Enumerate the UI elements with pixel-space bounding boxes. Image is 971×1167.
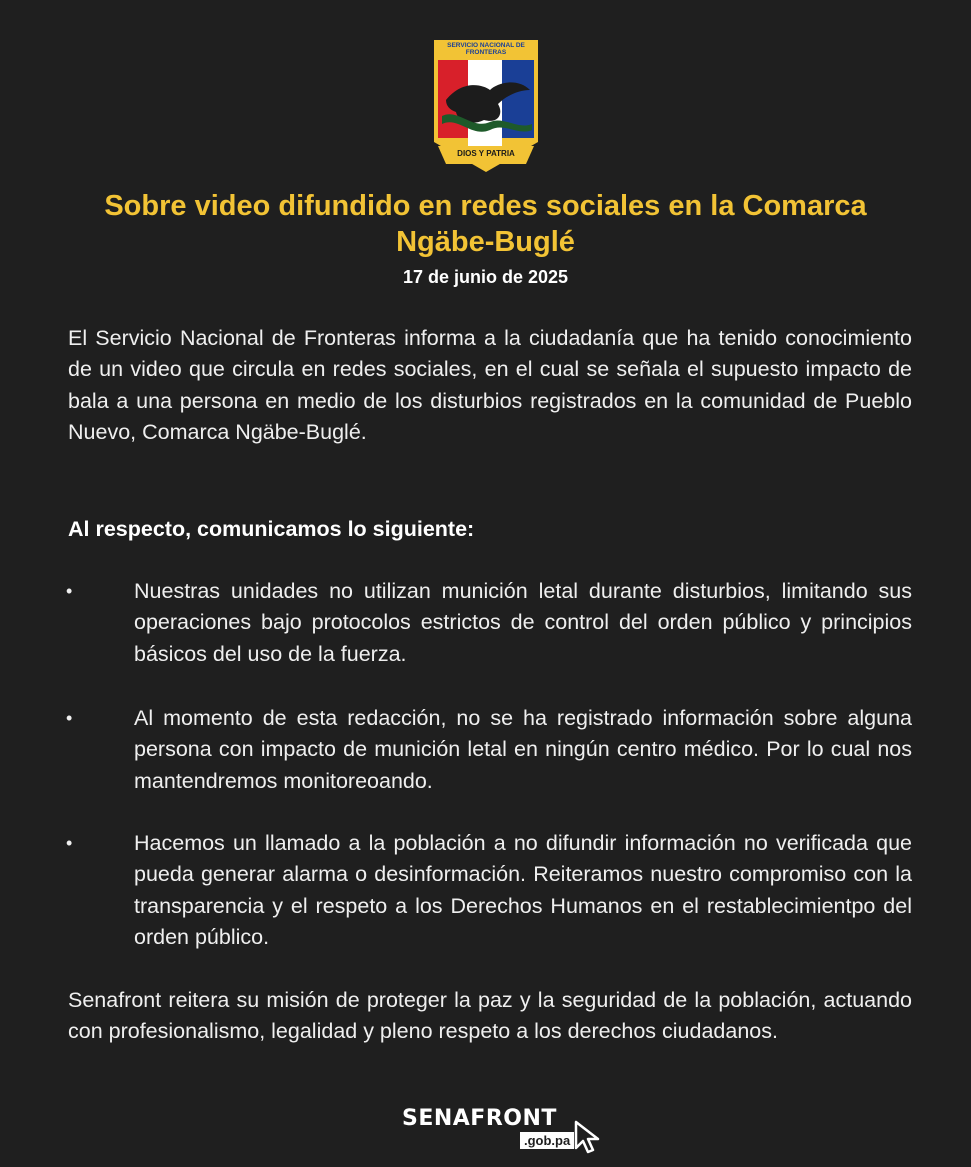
senafront-logo: [402, 1106, 602, 1158]
emblem-bottom-text: DIOS Y PATRIA: [457, 149, 515, 158]
closing-paragraph: Senafront reitera su misión de proteger la paz y la seguridad de la población, actuando con profesionalismo, legalidad y pleno respeto a los derechos ciudadanos.: [68, 988, 912, 1044]
emblem-top-text: SERVICIO NACIONAL DE FRONTERAS: [447, 42, 525, 56]
intro-paragraph: El Servicio Nacional de Fronteras informa a la ciudadanía que ha tenido conocimiento de un video que circula en redes sociales, en el cual se señala el supuesto impacto de bala a una persona en medio de los disturbios registrados en la comunidad de Pueblo Nuevo, Comarca Ngäbe-Buglé.: [68, 326, 912, 444]
publication-date: 17 de junio de 2025: [402, 267, 569, 287]
statement-subheading: Al respecto, comunicamos lo siguiente:: [68, 517, 475, 541]
cursor-icon: [572, 1120, 602, 1154]
logo-wordmark: SENAFRONT: [402, 1106, 557, 1131]
bullet-dot: •: [66, 581, 73, 601]
logo-domain: .gob.pa: [520, 1132, 574, 1149]
bullet-text: Hacemos un llamado a la población a no difundir información no verificada que pueda generar alarma o desinformación. Reiteramos nuestro compromiso con la transparencia y el respeto a los Derechos Humanos en el restablecimientpo del orden público.: [134, 831, 912, 949]
senafront-emblem: [432, 38, 540, 174]
bullet-text: Al momento de esta redacción, no se ha registrado información sobre alguna persona con impacto de munición letal en ningún centro médico. Por lo cual nos mantendremos monitoreoando.: [134, 706, 912, 793]
bullet-dot: •: [66, 833, 73, 853]
bullet-dot: •: [66, 708, 73, 728]
bullet-text: Nuestras unidades no utilizan munición letal durante disturbios, limitando sus operaciones bajo protocolos estrictos de control del orden público y principios básicos del uso de la fuerza.: [134, 579, 912, 666]
page-title: Sobre video difundido en redes sociales en la Comarca Ngäbe-Buglé: [104, 190, 867, 258]
